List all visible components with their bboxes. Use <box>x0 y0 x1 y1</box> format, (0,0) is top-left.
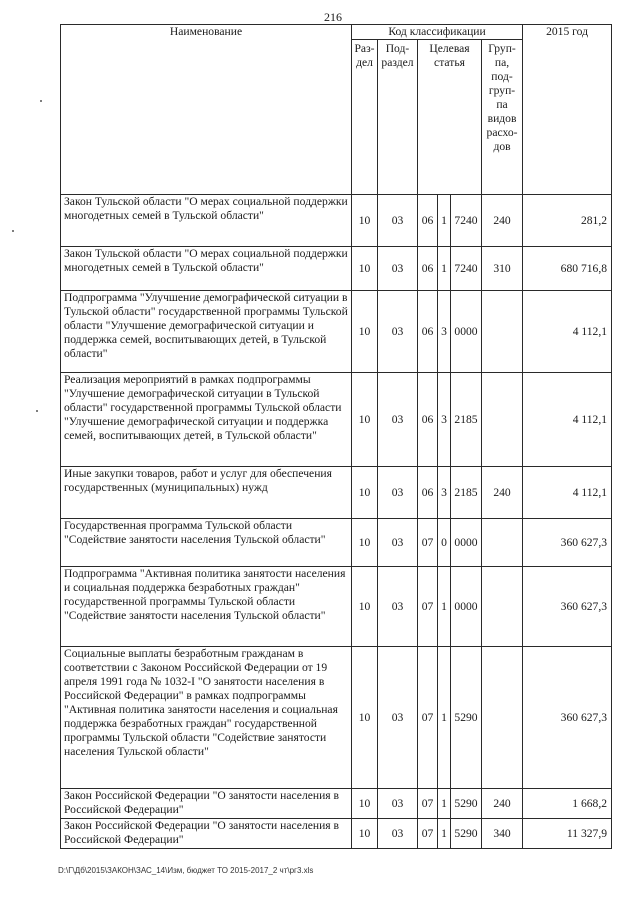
row-target-program: 06 <box>418 247 438 291</box>
row-name: Подпрограмма "Активная политика занятости населения и социальная поддержка безработных граждан" государственной программы Тульской области "Содействие занятости населения Тульской области" <box>61 567 352 647</box>
header-expense-group: Груп- па, под- груп- па видов расхо- дов <box>482 40 523 195</box>
row-target-program: 07 <box>418 819 438 849</box>
scan-speck <box>36 410 38 412</box>
budget-table <box>60 24 612 849</box>
row-subsection: 03 <box>378 567 418 647</box>
table-row <box>61 647 612 789</box>
row-target-program: 07 <box>418 567 438 647</box>
row-amount: 360 627,3 <box>523 567 612 647</box>
row-target-subprogram: 0 <box>438 519 451 567</box>
row-section: 10 <box>352 819 378 849</box>
row-subsection: 03 <box>378 789 418 819</box>
header-classification: Код классификации <box>352 25 523 40</box>
row-amount: 11 327,9 <box>523 819 612 849</box>
row-target-subprogram: 1 <box>438 247 451 291</box>
row-target-program: 06 <box>418 195 438 247</box>
row-name: Иные закупки товаров, работ и услуг для обеспечения государственных (муниципальных) нужд <box>61 467 352 519</box>
row-target-direction: 5290 <box>451 819 482 849</box>
row-target-direction: 0000 <box>451 519 482 567</box>
row-target-direction: 2185 <box>451 373 482 467</box>
header-target-article: Целевая статья <box>418 40 482 195</box>
table-row <box>61 789 612 819</box>
row-target-direction: 0000 <box>451 291 482 373</box>
row-section: 10 <box>352 789 378 819</box>
row-subsection: 03 <box>378 291 418 373</box>
row-expense-group <box>482 519 523 567</box>
row-expense-group: 310 <box>482 247 523 291</box>
row-section: 10 <box>352 519 378 567</box>
file-path-footer: D:\Г\Дб\2015\ЗАКОН\ЗАС_14\Изм, бюджет ТО 2015-2017_2 чт\рг3.xls <box>58 866 314 875</box>
row-amount: 1 668,2 <box>523 789 612 819</box>
table-row <box>61 567 612 647</box>
row-amount: 4 112,1 <box>523 467 612 519</box>
row-subsection: 03 <box>378 373 418 467</box>
row-name: Закон Российской Федерации "О занятости населения в Российской Федерации" <box>61 819 352 849</box>
row-target-subprogram: 3 <box>438 291 451 373</box>
row-target-program: 06 <box>418 467 438 519</box>
row-target-subprogram: 1 <box>438 789 451 819</box>
row-name: Реализация мероприятий в рамках подпрограммы "Улучшение демографической ситуации в Тульской области" государственной программы Тульской области "Улучшение демографической ситуации и поддержка семей, воспитывающих детей, в Тульской области" <box>61 373 352 467</box>
row-target-program: 07 <box>418 647 438 789</box>
page-number: 216 <box>324 10 342 24</box>
row-target-subprogram: 1 <box>438 567 451 647</box>
row-name: Закон Тульской области "О мерах социальной поддержки многодетных семей в Тульской области" <box>61 195 352 247</box>
row-amount: 680 716,8 <box>523 247 612 291</box>
row-section: 10 <box>352 373 378 467</box>
row-section: 10 <box>352 195 378 247</box>
row-target-direction: 7240 <box>451 195 482 247</box>
table-row <box>61 373 612 467</box>
row-section: 10 <box>352 291 378 373</box>
row-amount: 281,2 <box>523 195 612 247</box>
row-amount: 4 112,1 <box>523 373 612 467</box>
row-expense-group <box>482 647 523 789</box>
row-target-direction: 0000 <box>451 567 482 647</box>
scan-speck <box>12 230 14 232</box>
header-subsection: Под- раздел <box>378 40 418 195</box>
row-subsection: 03 <box>378 247 418 291</box>
row-name: Государственная программа Тульской области "Содействие занятости населения Тульской области" <box>61 519 352 567</box>
header-year: 2015 год <box>523 25 612 195</box>
row-target-program: 06 <box>418 373 438 467</box>
row-target-direction: 7240 <box>451 247 482 291</box>
row-section: 10 <box>352 647 378 789</box>
table-row <box>61 819 612 849</box>
row-expense-group <box>482 373 523 467</box>
table-row <box>61 195 612 247</box>
table-row <box>61 291 612 373</box>
row-expense-group <box>482 291 523 373</box>
row-section: 10 <box>352 567 378 647</box>
row-amount: 360 627,3 <box>523 647 612 789</box>
header-name: Наименование <box>61 25 352 195</box>
row-name: Социальные выплаты безработным гражданам в соответствии с Законом Российской Федерации от 19 апреля 1991 года № 1032-I "О занятости населения в Российской Федерации" в рамках подпрограммы "Активная политика занятости населения и социальная поддержка безработных граждан" государственной программы Тульской области "Содействие занятости населения Тульской области" <box>61 647 352 789</box>
row-target-subprogram: 3 <box>438 467 451 519</box>
row-target-subprogram: 1 <box>438 647 451 789</box>
row-target-direction: 5290 <box>451 789 482 819</box>
row-amount: 4 112,1 <box>523 291 612 373</box>
row-target-program: 07 <box>418 519 438 567</box>
scan-speck <box>40 100 42 102</box>
row-name: Закон Тульской области "О мерах социальной поддержки многодетных семей в Тульской области" <box>61 247 352 291</box>
row-subsection: 03 <box>378 819 418 849</box>
row-section: 10 <box>352 467 378 519</box>
row-expense-group: 240 <box>482 789 523 819</box>
row-target-direction: 5290 <box>451 647 482 789</box>
row-expense-group: 240 <box>482 467 523 519</box>
row-target-program: 06 <box>418 291 438 373</box>
row-target-subprogram: 1 <box>438 195 451 247</box>
table-row <box>61 519 612 567</box>
row-name: Закон Российской Федерации "О занятости населения в Российской Федерации" <box>61 789 352 819</box>
row-expense-group <box>482 567 523 647</box>
row-subsection: 03 <box>378 467 418 519</box>
row-name: Подпрограмма "Улучшение демографической ситуации в Тульской области" государственной программы Тульской области "Улучшение демографической ситуации и поддержка семей, воспитывающих детей, в Тульской области" <box>61 291 352 373</box>
row-section: 10 <box>352 247 378 291</box>
row-target-direction: 2185 <box>451 467 482 519</box>
row-expense-group: 240 <box>482 195 523 247</box>
header-section: Раз- дел <box>352 40 378 195</box>
row-target-subprogram: 3 <box>438 373 451 467</box>
table-row <box>61 247 612 291</box>
table-row <box>61 467 612 519</box>
row-target-program: 07 <box>418 789 438 819</box>
row-subsection: 03 <box>378 647 418 789</box>
row-expense-group: 340 <box>482 819 523 849</box>
row-subsection: 03 <box>378 519 418 567</box>
row-amount: 360 627,3 <box>523 519 612 567</box>
row-target-subprogram: 1 <box>438 819 451 849</box>
row-subsection: 03 <box>378 195 418 247</box>
